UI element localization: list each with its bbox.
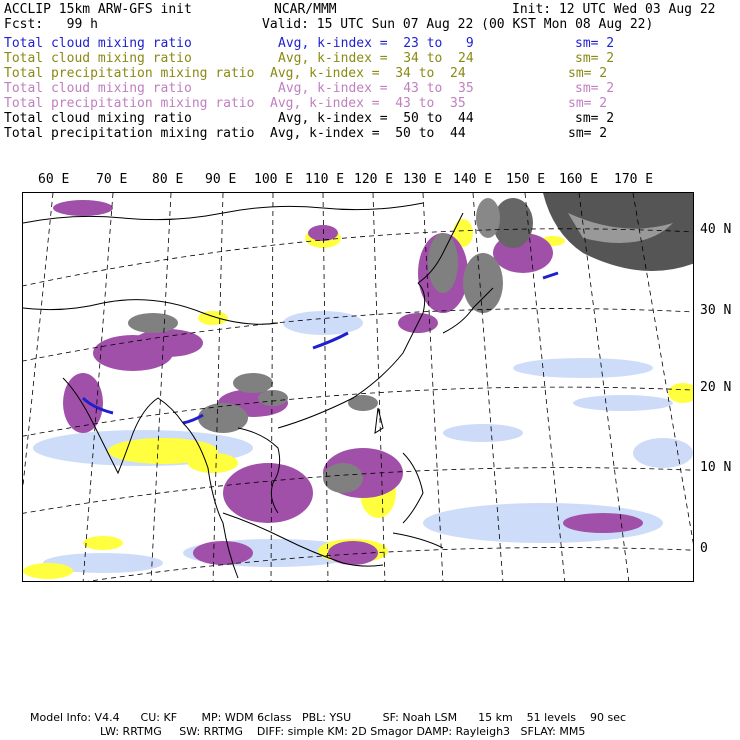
center-title: NCAR/MMM — [274, 2, 337, 17]
lon-label: 80 E — [152, 172, 184, 187]
legend-sm-4: sm= 2 — [575, 81, 615, 96]
legend-avg-1: Avg, k-index = 23 to 9 — [278, 36, 474, 51]
map-canvas — [23, 193, 694, 582]
legend-sm-7: sm= 2 — [568, 126, 608, 141]
legend-avg-7: Avg, k-index = 50 to 44 — [270, 126, 466, 141]
lat-label: 10 N — [700, 460, 732, 475]
legend-name-2: Total cloud mixing ratio — [4, 51, 192, 66]
legend-sm-3: sm= 2 — [568, 66, 608, 81]
lat-label: 0 — [700, 541, 708, 556]
model-info-line2: LW: RRTMG SW: RRTMG DIFF: simple KM: 2D Smagor DAMP: Rayleigh3 SFLAY: MM5 — [100, 725, 586, 738]
legend-sm-5: sm= 2 — [568, 96, 608, 111]
lon-label: 90 E — [205, 172, 237, 187]
legend-sm-1: sm= 2 — [575, 36, 615, 51]
forecast-hour: Fcst: 99 h — [4, 17, 98, 32]
legend-name-1: Total cloud mixing ratio — [4, 36, 192, 51]
lon-label: 160 E — [559, 172, 599, 187]
legend-name-7: Total precipitation mixing ratio — [4, 126, 255, 141]
lat-label: 30 N — [700, 303, 732, 318]
legend-avg-4: Avg, k-index = 43 to 35 — [278, 81, 474, 96]
lon-label: 60 E — [38, 172, 70, 187]
lon-label: 70 E — [96, 172, 128, 187]
legend-name-3: Total precipitation mixing ratio — [4, 66, 255, 81]
legend-avg-3: Avg, k-index = 34 to 24 — [270, 66, 466, 81]
legend-avg-5: Avg, k-index = 43 to 35 — [270, 96, 466, 111]
lat-label: 20 N — [700, 380, 732, 395]
legend-avg-6: Avg, k-index = 50 to 44 — [278, 111, 474, 126]
legend-sm-2: sm= 2 — [575, 51, 615, 66]
init-time: Init: 12 UTC Wed 03 Aug 22 — [512, 2, 716, 17]
lon-label: 110 E — [305, 172, 345, 187]
legend-name-4: Total cloud mixing ratio — [4, 81, 192, 96]
model-info-line1: Model Info: V4.4 CU: KF MP: WDM 6class PBL: YSU SF: Noah LSM 15 km 51 levels 90 sec — [30, 711, 627, 724]
model-title: ACCLIP 15km ARW-GFS init — [4, 2, 192, 17]
map-panel — [22, 192, 694, 582]
valid-time: Valid: 15 UTC Sun 07 Aug 22 (00 KST Mon 08 Aug 22) — [262, 17, 654, 32]
lon-label: 100 E — [254, 172, 294, 187]
lon-label: 120 E — [354, 172, 394, 187]
legend-avg-2: Avg, k-index = 34 to 24 — [278, 51, 474, 66]
lon-label: 150 E — [506, 172, 546, 187]
lon-label: 170 E — [614, 172, 654, 187]
legend-sm-6: sm= 2 — [575, 111, 615, 126]
lat-label: 40 N — [700, 222, 732, 237]
legend-name-5: Total precipitation mixing ratio — [4, 96, 255, 111]
legend-name-6: Total cloud mixing ratio — [4, 111, 192, 126]
lon-label: 130 E — [403, 172, 443, 187]
lon-label: 140 E — [453, 172, 493, 187]
